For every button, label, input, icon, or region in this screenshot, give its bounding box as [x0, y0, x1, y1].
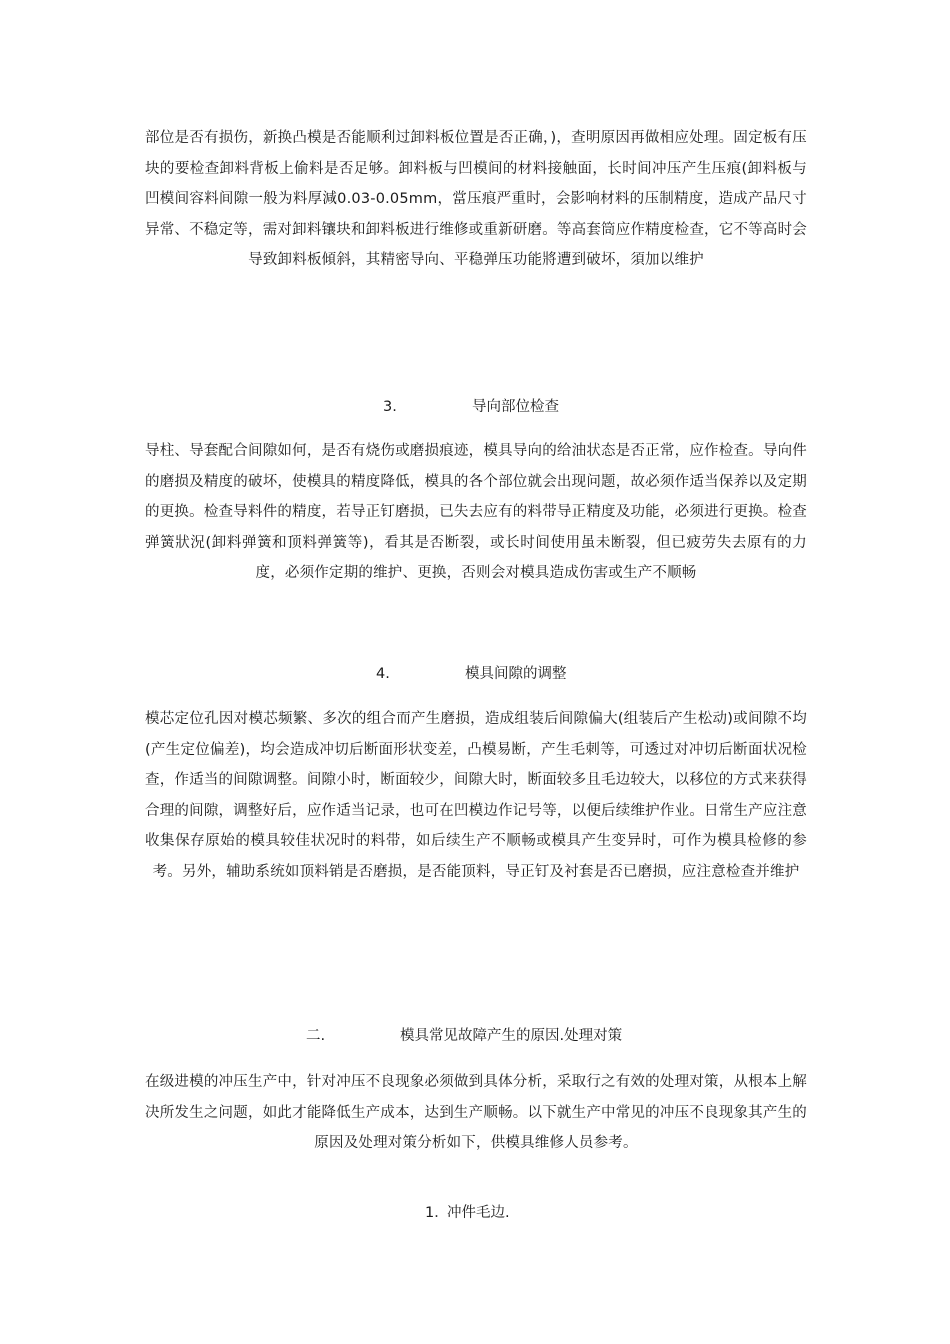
- heading-clearance-adjustment: [145, 662, 807, 686]
- heading-title: 冲件毛边.: [447, 1205, 510, 1221]
- heading-title: 导向部位检查: [472, 399, 559, 415]
- heading-number: 1．: [425, 1205, 449, 1221]
- paragraph-stripper-plate-inspection: 部位是否有损伤，新换凸模是否能顺利过卸料板位置是否正确，)，查明原因再做相应处理。固定板有压块的要检查卸料背板上偷料是否足够。卸料板与凹模间的材料接触面，长时间冲压产生压痕(卸料板与凹模间容料间隙一般为料厚減0.03-0.05mm，當压痕严重时，会影响材料的压制精度，造成产品尺寸异常、不稳定等，需对卸料镶块和卸料板进行维修或重新研磨。等高套筒应作精度检查，它不等高时会导致卸料板傾斜，其精密导向、平稳弹压功能將遭到破坏，須加以维护: [145, 130, 807, 268]
- heading-number: 4.: [376, 666, 390, 682]
- heading-number: 二.: [306, 1028, 326, 1044]
- heading-title: 模具间隙的调整: [465, 666, 567, 682]
- heading-title: 模具常见故障产生的原因.处理对策: [400, 1028, 623, 1044]
- heading-common-faults: [145, 1024, 807, 1048]
- paragraph-clearance-adjustment: 模芯定位孔因对模芯频繁、多次的组合而产生磨损，造成组装后间隙偏大(组装后产生松动)或间隙不均(产生定位偏差)，均会造成冲切后断面形状变差，凸模易断，产生毛刺等，可透过对冲切后断面状况检查，作适当的间隙调整。间隙小时，断面较少，间隙大时，断面较多且毛边较大，以移位的方式来获得合理的间隙，调整好后，应作适当记录，也可在凹模边作记号等，以便后续维护作业。日常生产应注意收集保存原始的模具较佳状况时的料带，如后续生产不顺畅或模具产生变异时，可作为模具检修的参考。另外，辅助系统如顶料销是否磨损，是否能顶料，导正钉及衬套是否已磨损，应注意检查并维护: [145, 711, 807, 880]
- heading-burr: [145, 1201, 807, 1225]
- heading-guide-inspection: [145, 395, 807, 419]
- heading-number: 3.: [383, 399, 397, 415]
- paragraph-guide-inspection: 导柱、导套配合间隙如何，是否有烧伤或磨损痕迹，模具导向的给油状态是否正常，应作检查。导向件的磨损及精度的破坏，使模具的精度降低，模具的各个部位就会出现问题，故必须作适当保养以及定期的更换。检查导料件的精度，若导正钉磨损，已失去应有的料带导正精度及功能，必须进行更换。检查弹簧狀況(卸料弹簧和顶料弹簧等)，看其是否断裂，或长时间使用虽未断裂，但已疲劳失去原有的力度，必须作定期的维护、更换，否则会对模具造成伤害或生产不顺畅: [145, 443, 807, 581]
- paragraph-common-faults-intro: 在级进模的冲压生产中，针对冲压不良现象必须做到具体分析，采取行之有效的处理对策，从根本上解决所发生之问题，如此才能降低生产成本，达到生产顺畅。以下就生产中常见的冲压不良现象其产生的原因及处理对策分析如下，供模具维修人员参考。: [145, 1074, 807, 1151]
